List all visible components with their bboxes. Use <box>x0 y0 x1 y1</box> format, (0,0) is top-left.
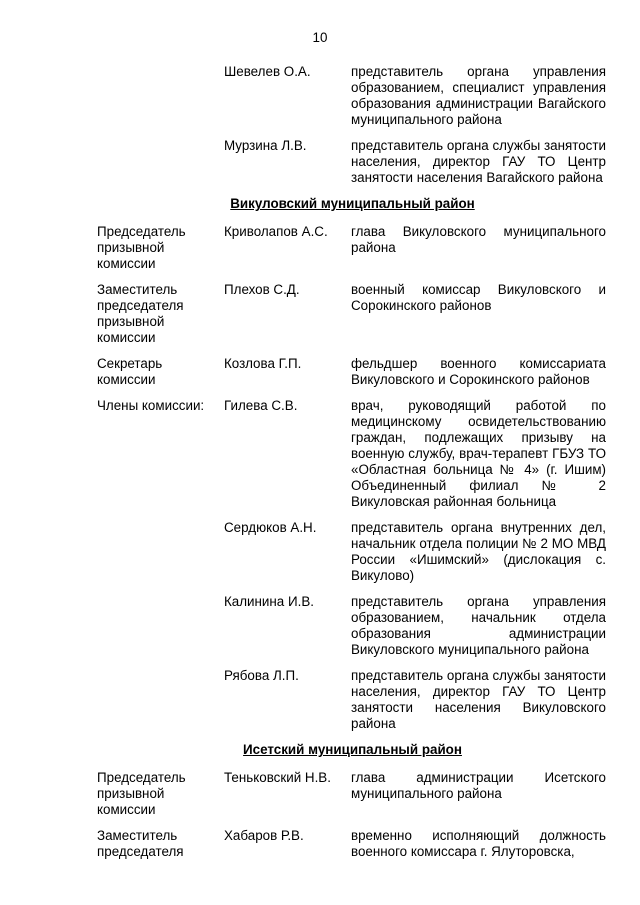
member-name: Криволапов А.С. <box>224 224 328 239</box>
member-name: Сердюков А.Н. <box>224 520 317 535</box>
member-description: представитель органа службы занятости населения, директор ГАУ ТО Центр занятости населения Вагайского района <box>351 138 606 185</box>
page-number: 10 <box>312 30 328 45</box>
member-row <box>0 828 640 860</box>
member-description: врач, руководящий работой по медицинскому освидетельствованию граждан, подлежащих призыву на военную службу, врач-терапевт ГБУЗ ТО «Областная больница № 4» (г. Ишим) Объединенный филиал № 2 Викуловская районная больница <box>351 398 606 509</box>
member-description: представитель органа службы занятости населения, директор ГАУ ТО Центр занятости населения Викуловского района <box>351 668 606 731</box>
member-name: Козлова Г.П. <box>224 356 302 371</box>
member-role: Секретарь комиссии <box>97 356 163 387</box>
member-description: глава Викуловского муниципального района <box>351 224 606 255</box>
member-name: Теньковский Н.В. <box>224 770 331 785</box>
member-row <box>0 594 640 658</box>
section-title: Викуловский муниципальный район <box>230 196 475 211</box>
member-row <box>0 668 640 732</box>
member-row <box>0 520 640 584</box>
member-description: представитель органа внутренних дел, начальник отдела полиции № 2 МО МВД России «Ишимский» (дислокация с. Викулово) <box>351 520 606 583</box>
member-description: глава администрации Исетского муниципального района <box>351 770 606 801</box>
member-name: Гилева С.В. <box>224 398 298 413</box>
member-role: Члены комиссии: <box>97 398 205 413</box>
section-title: Исетский муниципальный район <box>243 742 462 757</box>
member-description: военный комиссар Викуловского и Сорокинского районов <box>351 282 606 313</box>
member-description: фельдшер военного комиссариата Викуловского и Сорокинского районов <box>351 356 606 387</box>
member-row <box>0 138 640 186</box>
member-description: представитель органа управления образованием, специалист управления образования администрации Вагайского муниципального района <box>351 64 606 127</box>
member-name: Рябова Л.П. <box>224 668 299 683</box>
member-row <box>0 224 640 272</box>
commission-list <box>0 64 640 870</box>
member-description: временно исполняющий должность военного комиссара г. Ялуторовска, <box>351 828 606 859</box>
member-description: представитель органа управления образованием, начальник отдела образования администрации Викуловского муниципального района <box>351 594 606 657</box>
member-name: Калинина И.В. <box>224 594 314 609</box>
member-row <box>0 356 640 388</box>
member-row <box>0 770 640 818</box>
member-role: Заместитель председателя призывной комиссии <box>97 282 184 345</box>
member-row <box>0 64 640 128</box>
member-row <box>0 398 640 510</box>
member-row <box>0 282 640 346</box>
member-name: Хабаров Р.В. <box>224 828 304 843</box>
member-role: Заместитель председателя <box>97 828 184 859</box>
member-name: Шевелев О.А. <box>224 64 311 79</box>
member-role: Председатель призывной комиссии <box>97 224 186 271</box>
member-role: Председатель призывной комиссии <box>97 770 186 817</box>
member-name: Плехов С.Д. <box>224 282 300 297</box>
member-name: Мурзина Л.В. <box>224 138 307 153</box>
